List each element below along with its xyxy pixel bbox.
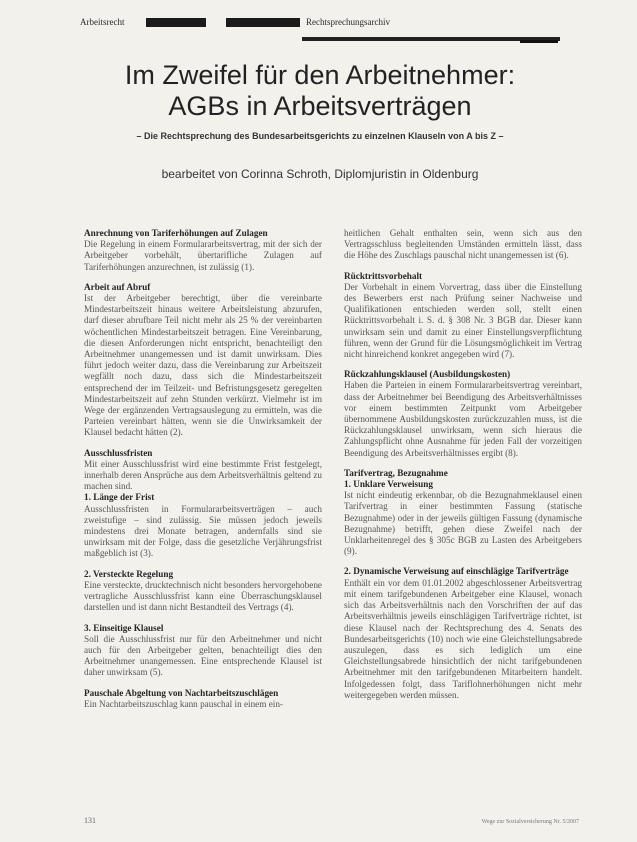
subsection-heading: 2. Dynamische Verweisung auf einschlägige Tarifverträge bbox=[344, 566, 569, 577]
section-heading: Anrechnung von Tariferhöhungen auf Zulagen bbox=[84, 228, 268, 238]
section-heading: Rückzahlungsklausel (Ausbildungskosten) bbox=[344, 369, 511, 380]
section-label-left: Arbeitsrecht bbox=[80, 17, 125, 27]
section bbox=[344, 271, 582, 361]
header-bar-block bbox=[146, 18, 206, 27]
subsection-heading: 1. Unklare Verweisung bbox=[344, 479, 433, 490]
section-body: Eine versteckte, drucktechnisch nicht besonders hervorgehobene vertragliche Ausschlussfrist kann eine Überraschungsklausel darstellen und ist dann nicht Bestandteil des Vertrags (4). bbox=[84, 579, 322, 613]
right-column bbox=[344, 228, 582, 710]
section-heading: Tarifvertrag, Bezugnahme bbox=[344, 467, 448, 478]
section bbox=[84, 623, 322, 679]
subsection-heading: 3. Einseitige Klausel bbox=[84, 622, 164, 633]
section-body: Der Vorbehalt in einem Vorvertrag, dass über die Einstellung des Bewerbers erst nach Prüfung seiner Nachweise und Qualifikationen entschieden werden soll, stellt einen Rücktrittsvorbehalt i. S. d. § 308 Nr. 3 BGB dar. Dieser kann unwirksam sein und damit zu einer Einstellungsverpflichtung führen, wenn der Grund für die Lösungsmöglichkeit im Vertrag nicht hinreichend konkret angegeben wird (7). bbox=[344, 281, 582, 360]
section-body: Ist nicht eindeutig erkennbar, ob die Bezugnahmeklausel einen Tarifvertrag in einer bestimmten Fassung (statische Bezugnahme) oder in der jeweils gültigen Fassung (dynamische Bezugnahme) betrifft, gehen diese Zweifel nach der Unklarheitenregel des § 305c BGB zu Lasten des Arbeitgebers (9). bbox=[344, 490, 582, 557]
section-body: Ein Nachtarbeitszuschlag kann pauschal in einem ein- bbox=[84, 698, 283, 709]
page-header bbox=[80, 14, 560, 30]
section-body: heitlichen Gehalt enthalten sein, wenn sich aus den Vertragsschluss begleitenden Umständen ermitteln lässt, dass die Höhe des Zuschlags pauschal nicht unangemessen ist (6). bbox=[344, 228, 582, 261]
article-title bbox=[80, 60, 560, 122]
section bbox=[344, 566, 582, 700]
section-heading: Rücktrittsvorbehalt bbox=[344, 270, 423, 281]
section-body: Ist der Arbeitgeber berechtigt, über die vereinbarte Mindestarbeitszeit hinaus weitere Arbeitsleistung abzurufen, darf dieser abrufbare Teil nicht mehr als 25 % der vereinbarten wöchentlichen Mindestarbeitszeit betragen. Eine Vereinbarung, die diesen Anforderungen nicht entspricht, benachteiligt den Arbeitnehmer unangemessen und ist damit unwirksam. Dies führt jedoch weiter dazu, dass die Vereinbarung zur Arbeitszeit wegfällt noch dazu, dass sich die Mindestarbeitszeit entsprechend der im Teilzeit- und Befristungsgesetz geregelten Mindestarbeitszeit auf zehn Stunden verkürzt. Vielmehr ist im Wege der ergänzenden Vertragsauslegung zu ermitteln, was die Parteien vereinbart hätten, wenn sie die Unwirksamkeit der Klausel bedacht hätten (2). bbox=[84, 293, 322, 438]
section bbox=[344, 228, 582, 262]
section bbox=[344, 479, 582, 557]
section bbox=[84, 448, 322, 493]
author-line: bearbeitet von Corinna Schroth, Diplomjuristin in Oldenburg bbox=[161, 167, 479, 181]
section bbox=[84, 569, 322, 614]
section bbox=[84, 282, 322, 439]
section-body: Enthält ein vor dem 01.01.2002 abgeschlossener Arbeitsvertrag mit einem tarifgebundenen Arbeitgeber eine Klausel, wonach sich das Arbeitsverhältnis nach den Vorschriften der auf das Arbeitsverhältnis jeweils einschlägigen Tarifverträge richtet, ist diese Klausel nach der Rechtsprechung des 4. Senats des Bundesarbeitsgerichts (10) noch wie eine Gleichstellungsabrede auszulegen, dass es sich lediglich um eine Gleichstellungsabrede hinsichtlich der nicht tarifgebundenen Arbeitnehmer mit den tarifgebundenen Mitarbeitern handelt. Infolgedessen folgt, dass Tariflohnerhöhungen nicht mehr weitergegeben werden müssen. bbox=[344, 577, 582, 700]
journal-footer: Wege zur Sozialversicherung Nr. 5/2007 bbox=[481, 819, 579, 825]
title-line-2: AGBs in Arbeitsverträgen bbox=[168, 91, 472, 121]
article-subtitle: – Die Rechtsprechung des Bundesarbeitsgerichts zu einzelnen Klauseln von A bis Z – bbox=[136, 131, 504, 141]
section-body: Die Regelung in einem Formulararbeitsvertrag, mit der sich der Arbeitgeber vorbehält, übertarifliche Zulagen auf Tariferhöhungen anzurechnen, ist zulässig (1). bbox=[84, 239, 322, 272]
section-body: Ausschlussfristen in Formulararbeitsverträgen – auch zweistufige – sind zulässig. Sie müssen jedoch jeweils mindestens drei Monate betragen, andernfalls sind sie unwirksam mit der Folge, dass die gesetzliche Verjährungsfrist maßgeblich ist (3). bbox=[84, 503, 322, 559]
section-heading: Ausschlussfristen bbox=[84, 447, 153, 458]
header-rule-accent bbox=[520, 40, 558, 43]
section bbox=[344, 369, 582, 459]
section-body: Haben die Parteien in einem Formulararbeitsvertrag vereinbart, dass der Arbeitnehmer bei Beendigung des Arbeitsverhältnisses vor einem bestimmten Zeitpunkt vom Arbeitgeber übernommene Ausbildungskosten zurückzuzahlen muss, ist die Rückzahlungsklausel unwirksam, wenn sich hieraus die Zahlungspflicht ohne Ausnahme für jeden Fall der vorzeitigen Beendigung des Arbeitsverhältnisses ergibt (8). bbox=[344, 380, 582, 458]
section-heading: Pauschale Abgeltung von Nachtarbeitszuschlägen bbox=[84, 687, 279, 698]
section bbox=[84, 228, 322, 273]
section-label-right: Rechtsprechungsarchiv bbox=[306, 17, 390, 27]
left-column bbox=[84, 228, 322, 719]
page-number: 131 bbox=[84, 816, 96, 825]
section-heading: Arbeit auf Abruf bbox=[84, 281, 151, 292]
section-body: Soll die Ausschlussfrist nur für den Arbeitnehmer und nicht auch für den Arbeitgeber gelten, benachteiligt dies den Arbeitnehmer unangemessen. Eine entsprechende Klausel ist daher unwirksam (5). bbox=[84, 633, 322, 678]
header-bar-block bbox=[226, 18, 300, 27]
section bbox=[344, 468, 582, 479]
section bbox=[84, 688, 322, 710]
title-line-1: Im Zweifel für den Arbeitnehmer: bbox=[124, 60, 516, 90]
section bbox=[84, 492, 322, 559]
subsection-heading: 1. Länge der Frist bbox=[84, 492, 155, 503]
section-body: Mit einer Ausschlussfrist wird eine bestimmte Frist festgelegt, innerhalb deren Ansprüche aus dem Arbeitsverhältnis geltend zu machen sind. bbox=[84, 458, 322, 492]
subsection-heading: 2. Versteckte Regelung bbox=[84, 568, 174, 579]
